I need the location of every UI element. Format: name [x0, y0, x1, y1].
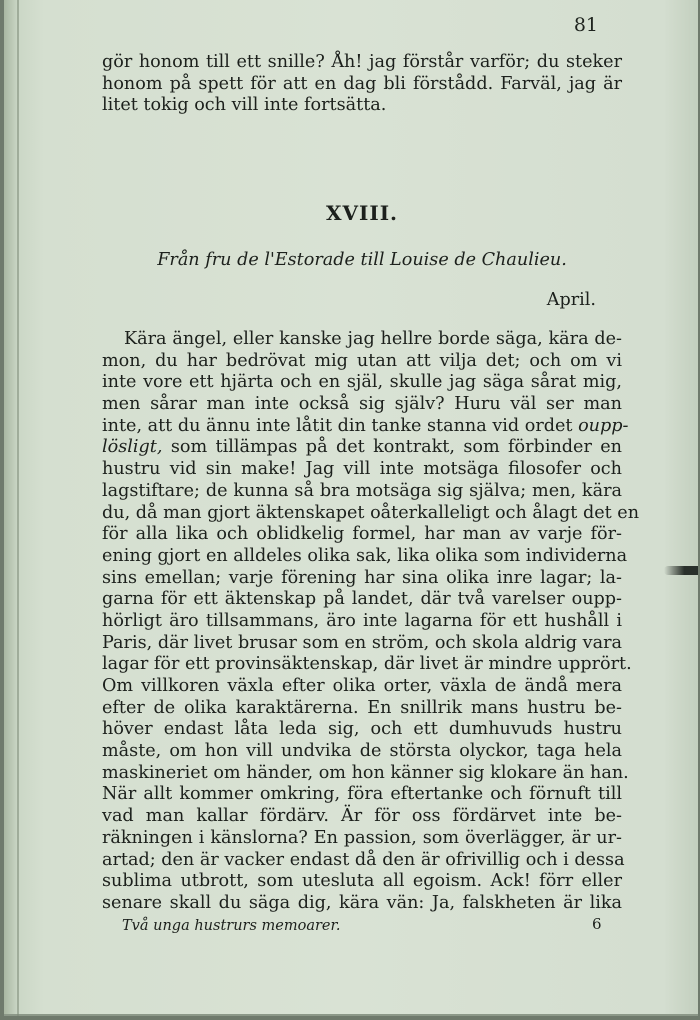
page-gutter-shadow — [17, 0, 19, 1016]
text-line: måste, om hon vill undvika de största olyckor, taga hela — [102, 741, 622, 762]
book-page — [4, 0, 698, 1016]
page-edge-tab — [664, 566, 698, 575]
text-fragment: inte, att du ännu inte låtit din tanke stanna vid ordet — [102, 415, 573, 436]
text-line: lagar för ett provinsäktenskap, där livet är mindre upprört. — [102, 654, 632, 675]
text-line: Om villkoren växla efter olika orter, växla de ändå mera — [102, 676, 622, 696]
text-line: sublima utbrott, som utesluta all egoism. Ack! förr eller — [102, 871, 622, 892]
text-line: du, då man gjort äktenskapet oåterkalleligt och ålagt det en — [102, 502, 640, 523]
text-line: lagstiftare; de kunna så bra motsäga sig själva; men, kära — [102, 480, 622, 501]
chapter-heading: XVIII. — [325, 201, 399, 225]
text-line: artad; den är vacker endast då den är ofrivillig och i dessa — [102, 849, 625, 870]
text-line — [102, 415, 629, 438]
text-line: hustru vid sin make! Jag vill inte motsäga filosofer och — [102, 459, 622, 480]
text-line: räkningen i känslorna? En passion, som överlägger, är ur- — [102, 827, 622, 848]
text-line: hörligt äro tillsammans, äro inte lagarna för ett hushåll i — [102, 610, 622, 631]
text-line: När allt kommer omkring, föra eftertanke och förnuft till — [102, 784, 622, 805]
text-fragment: som tillämpas på det kontrakt, som förbinder en — [162, 437, 622, 458]
running-footer-title: Två unga hustrurs memoarer. — [122, 918, 341, 934]
text-line: maskineriet om händer, om hon känner sig klokare än han. — [102, 762, 629, 783]
text-line: garna för ett äktenskap på landet, där två varelser oupp- — [102, 589, 622, 610]
text-line: senare skall du säga dig, kära vän: Ja, falskheten är lika — [102, 892, 622, 913]
signature-mark: 6 — [592, 915, 602, 933]
text-line: för alla lika och oblidkelig formel, har man av varje för- — [102, 524, 622, 545]
letter-body — [102, 329, 640, 915]
letter-heading: Från fru de l'Estorade till Louise de Chaulieu. — [157, 250, 567, 270]
text-line: efter de olika karaktärerna. En snillrik mans hustru be- — [102, 697, 622, 718]
text-line: ening gjort en alldeles olika sak, lika olika som individerna — [102, 545, 628, 566]
text-line: sins emellan; varje förening har sina olika inre lagar; la- — [102, 567, 622, 588]
continuation-paragraph — [102, 52, 622, 117]
dateline: April. — [546, 290, 596, 310]
text-line: men sårar man inte också sig själv? Huru väl ser man — [102, 394, 622, 415]
text-line: gör honom till ett snille? Åh! jag förstår varför; du steker — [102, 52, 622, 72]
text-line: honom på spett för att en dag bli förstådd. Farväl, jag är — [102, 73, 622, 94]
italic-fragment: lösligt, — [102, 437, 163, 458]
italic-fragment: oupp- — [578, 415, 629, 436]
text-line: litet tokig och vill inte fortsätta. — [102, 95, 387, 116]
page-number: 81 — [573, 14, 598, 36]
text-line — [102, 437, 622, 459]
text-line: Kära ängel, eller kanske jag hellre borde säga, kära de- — [124, 329, 622, 349]
text-line: mon, du har bedrövat mig utan att vilja det; och om vi — [102, 350, 622, 371]
text-line: vad man kallar fördärv. Är för oss fördärvet inte be- — [102, 806, 622, 827]
text-line: inte vore ett hjärta och en själ, skulle jag säga sårat mig, — [102, 372, 622, 393]
text-line: Paris, där livet brusar som en ström, och skola aldrig vara — [102, 632, 622, 653]
text-line: höver endast låta leda sig, och ett dumhuvuds hustru — [102, 719, 622, 740]
